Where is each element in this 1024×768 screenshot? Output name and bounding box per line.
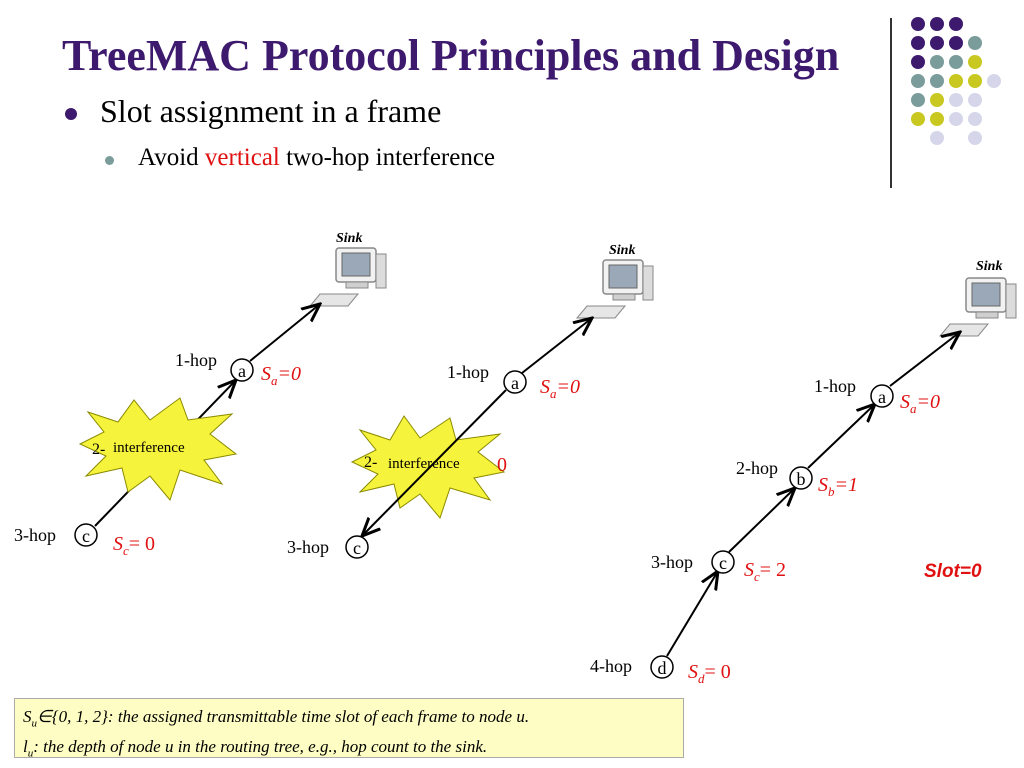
panel-3: [590, 259, 1016, 686]
node-b-label: b: [796, 469, 806, 489]
decor-dot: [930, 36, 944, 50]
decor-dot: [930, 131, 944, 145]
decor-dot: [911, 112, 925, 126]
decor-dot: [968, 55, 982, 69]
sink-computer-icon: [310, 248, 386, 306]
hop-3-label: 3-hop: [287, 537, 329, 557]
sink-label: Sink: [609, 243, 636, 258]
hop-3-label: 3-hop: [14, 525, 56, 545]
slot-a-label: $S_a=0$: [540, 376, 580, 401]
sink-label: Sink: [976, 259, 1003, 274]
slot-partial-value: 0: [497, 454, 507, 476]
decor-dot: [911, 17, 925, 31]
decor-dot: [930, 55, 944, 69]
decorative-dots: [911, 17, 1001, 145]
interference-label: interference: [113, 440, 185, 456]
decor-dot: [911, 36, 925, 50]
decor-dot: [930, 112, 944, 126]
bullet-slot-assignment: Slot assignment in a frame: [100, 93, 442, 129]
node-d-label: d: [657, 658, 667, 678]
hop-3-label: 3-hop: [651, 552, 693, 572]
node-c-label: c: [719, 553, 727, 573]
decor-dot: [911, 93, 925, 107]
slot-b-label: $S_b=1$: [818, 474, 858, 499]
decor-dot: [968, 93, 982, 107]
decor-dot: [968, 131, 982, 145]
decor-dot: [949, 36, 963, 50]
decor-dot: [949, 55, 963, 69]
decor-dot: [911, 55, 925, 69]
sub-bullet-suffix: two-hop interference: [279, 144, 496, 171]
sub-bullet-highlight: vertical: [204, 144, 280, 171]
node-c-label: c: [82, 526, 90, 546]
decor-dot: [968, 36, 982, 50]
decor-dot: [949, 17, 963, 31]
decor-dot: [949, 112, 963, 126]
footnote-line-1: $S_u\in\{0$, 1, 2}: the assigned transmittable time slot of each frame to node u.: [23, 707, 530, 730]
decor-dot: [911, 74, 925, 88]
decor-dot: [968, 112, 982, 126]
hop-1-label: 1-hop: [814, 376, 856, 396]
hop-2-label: 2-hop: [736, 458, 778, 478]
slot-a-label: $S_a=0$: [900, 391, 940, 416]
sub-bullet-prefix: Avoid: [138, 144, 205, 171]
panel-2: [287, 243, 653, 558]
sink-computer-icon: [940, 278, 1016, 336]
decor-dot: [949, 74, 963, 88]
hop-2-partial: 2-: [92, 441, 106, 458]
hop-2-partial: 2-: [364, 454, 378, 471]
decor-dot: [968, 74, 982, 88]
decor-dot: [930, 74, 944, 88]
slot-a-label: $S_a=0$: [261, 363, 301, 388]
hop-1-label: 1-hop: [447, 362, 489, 382]
hop-1-label: 1-hop: [175, 350, 217, 370]
footnote-line-2: $l_u$: the depth of node u in the routing tree, e.g., hop count to the sink.: [23, 737, 488, 760]
decor-dot: [987, 74, 1001, 88]
node-a-label: a: [238, 361, 246, 381]
panel-1: [14, 231, 386, 558]
slot-c-label: $S_c= 0$: [113, 533, 156, 558]
decor-dot: [949, 93, 963, 107]
interference-label: interference: [388, 456, 460, 472]
slot-d-label: $S_d= 0$: [688, 661, 731, 686]
hop-4-label: 4-hop: [590, 656, 632, 676]
node-a-label: a: [878, 387, 886, 407]
footnote-box: [14, 698, 684, 758]
sink-computer-icon: [577, 260, 653, 318]
slot-c-label: $S_c= 2$: [744, 559, 787, 584]
decor-dot: [930, 93, 944, 107]
slide-title: TreeMAC Protocol Principles and Design: [62, 31, 840, 80]
slot-indicator: Slot=0: [924, 561, 982, 582]
node-a-label: a: [511, 373, 519, 393]
node-c-label: c: [353, 538, 361, 558]
decor-dot: [930, 17, 944, 31]
sink-label: Sink: [336, 231, 363, 246]
